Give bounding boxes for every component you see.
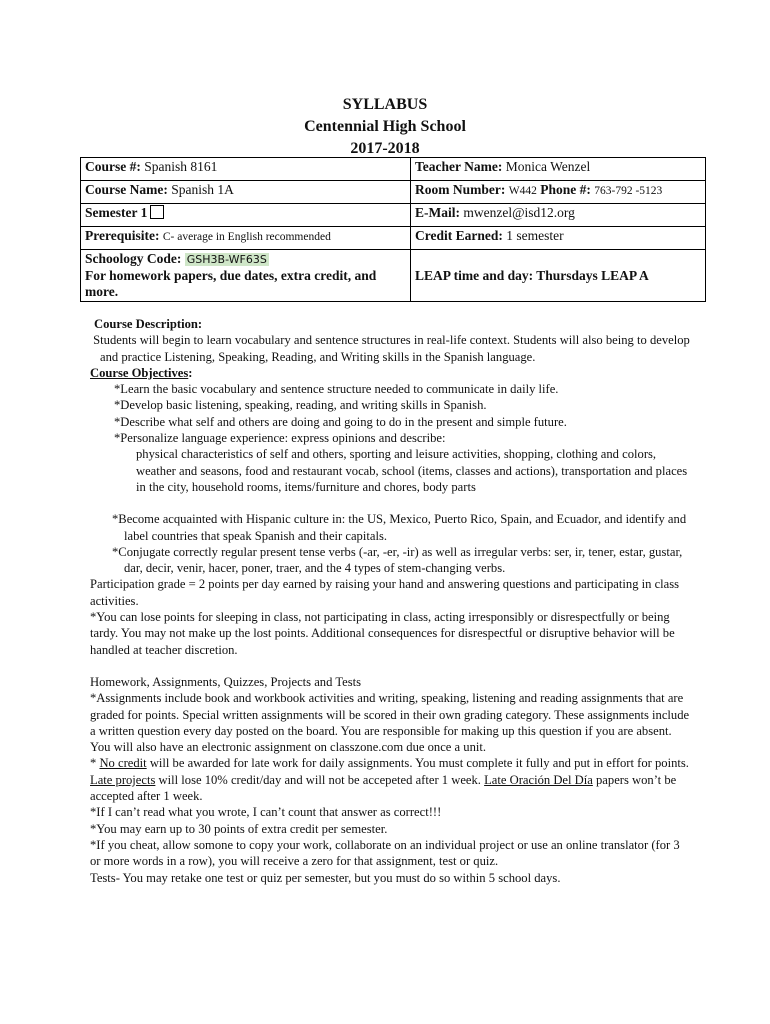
credit-value: 1 semester bbox=[506, 228, 564, 243]
school-year: 2017-2018 bbox=[350, 140, 420, 157]
course-name-cell bbox=[81, 181, 411, 204]
syllabus-header bbox=[0, 94, 770, 160]
semester-label: Semester 1 bbox=[85, 205, 148, 220]
phone-value: 763-792 -5123 bbox=[594, 185, 663, 197]
description-body: Students will begin to learn vocabulary and sentence structures in real-life context. Students will also being to develop and practice Listening, Speaking, Reading, and Writing skills in the Spanish language. bbox=[93, 333, 690, 364]
syllabus-title: SYLLABUS bbox=[342, 96, 428, 113]
course-info-table bbox=[80, 157, 706, 302]
late-oracion-text: Late Oración Del Día bbox=[484, 772, 593, 787]
late-projects-text: Late projects bbox=[90, 772, 156, 787]
objectives-colon: : bbox=[188, 365, 193, 380]
room-phone-cell bbox=[411, 181, 706, 204]
teacher-cell bbox=[411, 158, 706, 181]
objective-item: *Become acquainted with Hispanic culture in: the US, Mexico, Puerto Rico, Spain, and Ecuador, and identify and label countries that speak Spanish and their capitals. bbox=[112, 512, 687, 543]
schoology-note: For homework papers, due dates, extra credit, and more. bbox=[85, 268, 377, 299]
cheating-rule: *If you cheat, allow somone to copy your work, collaborate on an individual project or use an online translator (for 3 or more words in a row), you will receive a zero for that assignment, test or quiz. bbox=[90, 837, 680, 869]
email-cell bbox=[411, 204, 706, 227]
semester-cell bbox=[81, 204, 411, 227]
objectives-heading: Course Objectives bbox=[90, 365, 189, 380]
late-text-b: will be awarded for late work for daily assignments. You must complete it fully and put in effort for points. bbox=[146, 756, 689, 771]
spacer bbox=[90, 495, 690, 511]
objective-subtopics: physical characteristics of self and others, sporting and leisure activities, shopping, clothing and colors, weather and seasons, food and restaurant vocab, school (items, classes and actions), transportation and places in the city, household rooms, items/furniture and chores, body parts bbox=[136, 447, 688, 494]
credit-cell bbox=[411, 227, 706, 250]
school-name: Centennial High School bbox=[304, 118, 466, 135]
prerequisite-value: C- average in English recommended bbox=[162, 231, 331, 243]
leap-info: LEAP time and day: Thursdays LEAP A bbox=[415, 267, 649, 283]
room-label: Room Number: bbox=[415, 182, 506, 197]
objective-item: *Learn the basic vocabulary and sentence structure needed to communicate in daily life. bbox=[114, 382, 559, 397]
participation-grade: Participation grade = 2 points per day earned by raising your hand and answering questions and participating in class activities. bbox=[90, 577, 680, 608]
late-work-policy bbox=[90, 755, 690, 804]
no-credit-text: No credit bbox=[99, 756, 147, 771]
prerequisite-label: Prerequisite: bbox=[85, 228, 160, 243]
teacher-label: Teacher Name: bbox=[415, 159, 503, 174]
description-heading: Course Description: bbox=[94, 317, 203, 331]
schoology-cell bbox=[81, 250, 411, 302]
credit-label: Credit Earned: bbox=[415, 228, 503, 243]
extra-credit-rule: *You may earn up to 30 points of extra credit per semester. bbox=[90, 821, 388, 836]
late-bullet: * bbox=[90, 756, 100, 771]
late-text-c: will lose 10% credit/day and will not be accepeted after 1 week. bbox=[155, 772, 485, 787]
schoology-label: Schoology Code: bbox=[85, 251, 182, 266]
phone-label: Phone #: bbox=[540, 182, 591, 197]
syllabus-body bbox=[90, 316, 690, 886]
email-label: E-Mail: bbox=[415, 205, 460, 220]
leap-cell bbox=[411, 250, 706, 302]
teacher-value: Monica Wenzel bbox=[505, 159, 591, 174]
room-value: W442 bbox=[508, 185, 537, 197]
objective-item: *Conjugate correctly regular present tense verbs (-ar, -er, -ir) as well as irregular verbs: ser, ir, tener, estar, gustar, dar, decir, venir, hacer, poner, traer, and the 4 types of stem-changing verbs. bbox=[112, 544, 683, 576]
objectives-heading-line bbox=[90, 365, 690, 381]
participation-loss: *You can lose points for sleeping in class, not participating in class, acting irresponsibly or disrespectfully or being tardy. You may not make up the lost points. Additional consequences for disrespectful or disruptive behavior will be handled at teacher discretion. bbox=[90, 610, 675, 657]
retake-rule: Tests- You may retake one test or quiz per semester, but you must do so within 5 school days. bbox=[90, 870, 561, 885]
objective-item: *Develop basic listening, speaking, reading, and writing skills in Spanish. bbox=[114, 398, 487, 413]
homework-assignments: *Assignments include book and workbook activities and writing, speaking, listening and reading assignments that are graded for points. Special written assignments will be scored in their own grading category. These assignments include a written question every day posted on the board. You are responsible for making up this question if you are absent. You will also have an electronic assignment on classzone.com due once a unit. bbox=[90, 691, 690, 755]
late-text-d: papers won’t be accepted after 1 week. bbox=[90, 772, 677, 804]
description-text bbox=[90, 332, 690, 365]
course-number-value: Spanish 8161 bbox=[144, 159, 218, 174]
email-value: mwenzel@isd12.org bbox=[463, 205, 575, 220]
course-number-label: Course #: bbox=[85, 159, 141, 174]
objective-item: *Describe what self and others are doing and going to do in the present and simple future. bbox=[114, 414, 567, 429]
course-number-cell bbox=[81, 158, 411, 181]
course-name-value: Spanish 1A bbox=[171, 182, 234, 197]
prerequisite-cell bbox=[81, 227, 411, 250]
objective-item: *Personalize language experience: express opinions and describe: bbox=[114, 431, 446, 446]
semester-checkbox[interactable] bbox=[150, 205, 164, 219]
schoology-code: GSH3B-WF63S bbox=[186, 253, 267, 266]
course-name-label: Course Name: bbox=[85, 182, 168, 197]
homework-heading: Homework, Assignments, Quizzes, Projects and Tests bbox=[90, 674, 362, 689]
spacer bbox=[90, 658, 690, 674]
readability-rule: *If I can’t read what you wrote, I can’t count that answer as correct!!! bbox=[90, 805, 442, 820]
